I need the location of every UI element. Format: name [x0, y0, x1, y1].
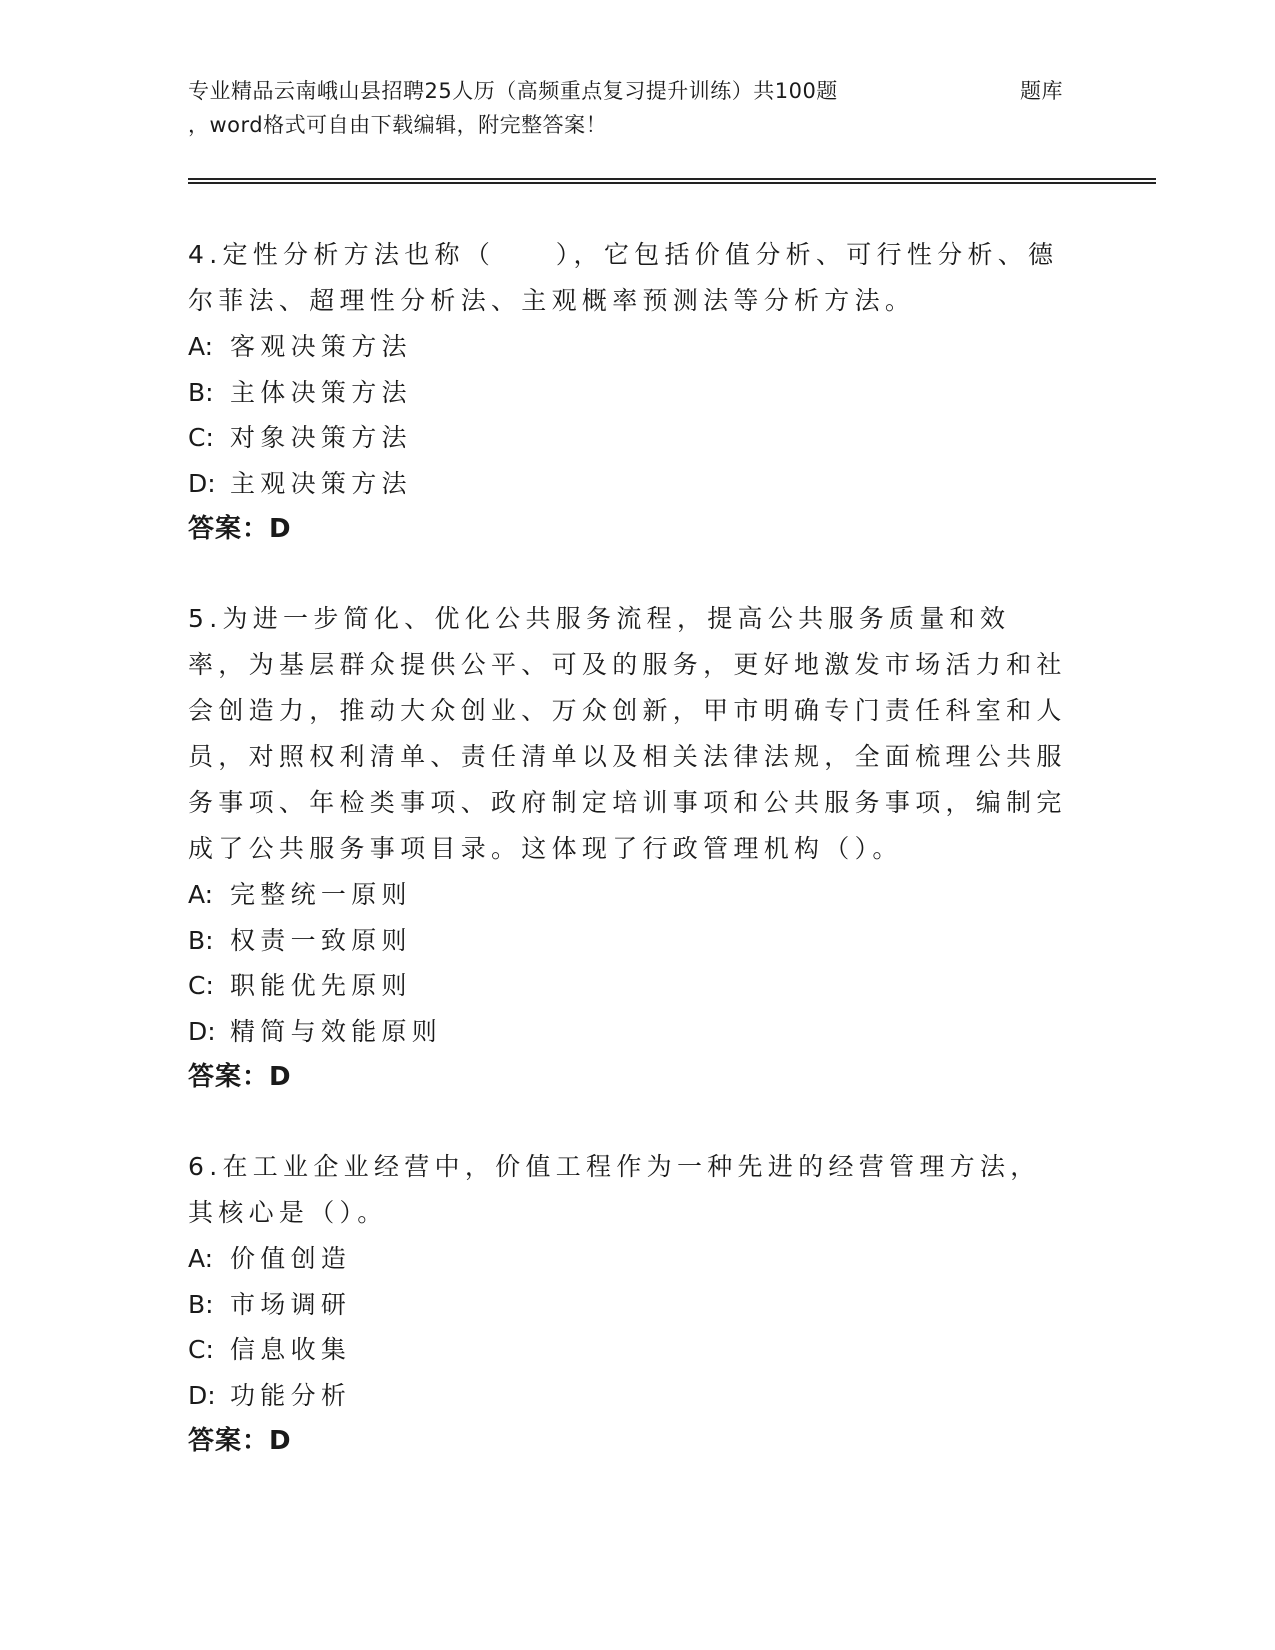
- option-letter: A:: [188, 1244, 214, 1273]
- option-text: 客观决策方法: [230, 332, 412, 361]
- option-letter: B:: [188, 377, 214, 407]
- page-header: [188, 74, 1068, 142]
- option-c: [188, 1327, 1068, 1373]
- question-stem: 4.定性分析方法也称（ ），它包括价值分析、可行性分析、德尔菲法、超理性分析法、主观概率预测法等分析方法。: [188, 240, 1059, 315]
- answer-line: 答案：D: [188, 514, 292, 544]
- option-text: 价值创造: [230, 1244, 352, 1273]
- option-letter: B:: [188, 925, 214, 955]
- option-letter: D:: [188, 468, 216, 498]
- option-a: [188, 324, 1068, 370]
- document-subtitle: ，word格式可自由下载编辑，附完整答案！: [188, 113, 608, 137]
- question-stem: 6.在工业企业经营中，价值工程作为一种先进的经营管理方法，其核心是（）。: [188, 1152, 1041, 1227]
- option-text: 权责一致原则: [230, 925, 412, 955]
- option-text: 主观决策方法: [230, 468, 412, 498]
- option-c: [188, 963, 1068, 1009]
- option-letter: D:: [188, 1016, 216, 1046]
- header-title-row: [188, 74, 1068, 108]
- option-c: [188, 415, 1068, 461]
- question-stem: 5.为进一步简化、优化公共服务流程，提高公共服务质量和效率，为基层群众提供公平、可及的服务，更好地激发市场活力和社会创造力，推动大众创业、万众创新，甲市明确专门责任科室和人员，对照权利清单、责任清单以及相关法律法规，全面梳理公共服务事项、年检类事项、政府制定培训事项和公共服务事项，编制完成了公共服务事项目录。这体现了行政管理机构（）。: [188, 604, 1067, 863]
- option-text: 功能分析: [230, 1380, 352, 1410]
- question-6: [188, 1144, 1068, 1464]
- document-title: 专业精品云南峨山县招聘25人历（高频重点复习提升训练）共100题: [188, 79, 838, 103]
- option-b: [188, 918, 1068, 964]
- option-d: [188, 1373, 1068, 1419]
- option-d: [188, 461, 1068, 507]
- option-text: 精简与效能原则: [230, 1016, 443, 1046]
- option-b: [188, 370, 1068, 416]
- header-divider: [188, 178, 1156, 184]
- option-letter: C:: [188, 971, 214, 1000]
- option-letter: C:: [188, 423, 214, 452]
- question-list: [188, 232, 1068, 1508]
- option-text: 市场调研: [230, 1289, 352, 1319]
- option-a: [188, 872, 1068, 918]
- option-text: 完整统一原则: [230, 880, 412, 909]
- question-5: [188, 596, 1068, 1100]
- option-letter: C:: [188, 1335, 214, 1364]
- option-b: [188, 1282, 1068, 1328]
- option-text: 对象决策方法: [230, 423, 412, 452]
- question-4: [188, 232, 1068, 552]
- option-letter: A:: [188, 880, 214, 909]
- header-tag: 题库: [1020, 79, 1063, 103]
- option-d: [188, 1009, 1068, 1055]
- option-text: 职能优先原则: [230, 971, 412, 1000]
- option-letter: B:: [188, 1289, 214, 1319]
- answer-line: 答案：D: [188, 1062, 292, 1092]
- answer-line: 答案：D: [188, 1426, 292, 1456]
- option-text: 信息收集: [230, 1335, 352, 1364]
- option-text: 主体决策方法: [230, 377, 412, 407]
- option-letter: A:: [188, 332, 214, 361]
- option-letter: D:: [188, 1380, 216, 1410]
- option-a: [188, 1236, 1068, 1282]
